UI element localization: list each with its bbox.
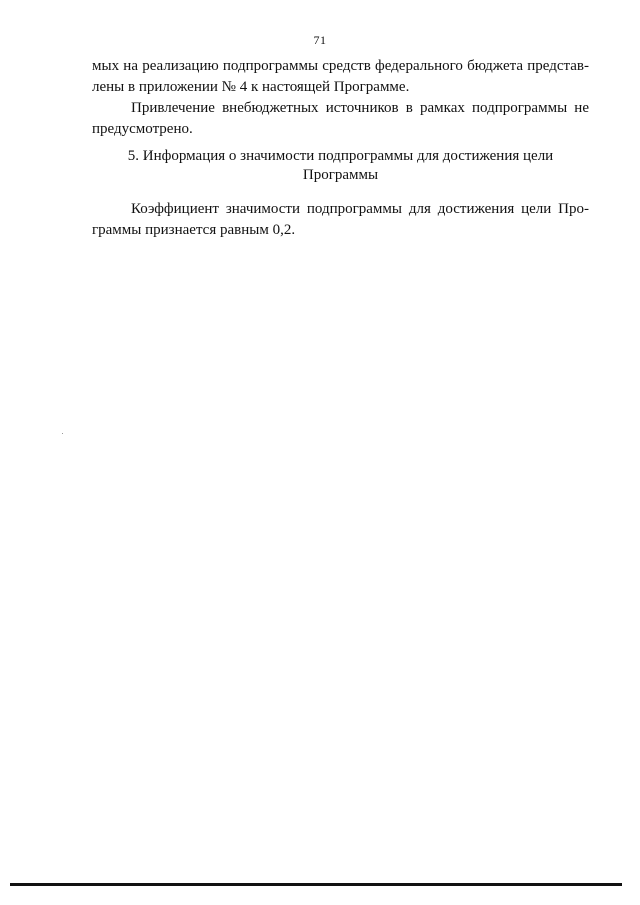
footer-rule <box>10 883 622 886</box>
paragraph-line: Коэффициент значимости подпрограммы для достижения цели Про- <box>131 201 589 217</box>
section-heading-line: 5. Информация о значимости подпрограммы для достижения цели <box>127 148 554 164</box>
paragraph-line: предусмотрено. <box>92 121 193 137</box>
paragraph-line: мых на реализацию подпрограммы средств федерального бюджета представ- <box>92 58 589 74</box>
section-heading-line: Программы <box>302 167 379 183</box>
paragraph-line: лены в приложении № 4 к настоящей Программе. <box>92 79 410 95</box>
paragraph-line: Привлечение внебюджетных источников в рамках подпрограммы не <box>131 100 589 116</box>
page-number: 71 <box>313 33 327 47</box>
paragraph-line: граммы признается равным 0,2. <box>92 222 296 238</box>
scan-speck <box>62 433 63 434</box>
